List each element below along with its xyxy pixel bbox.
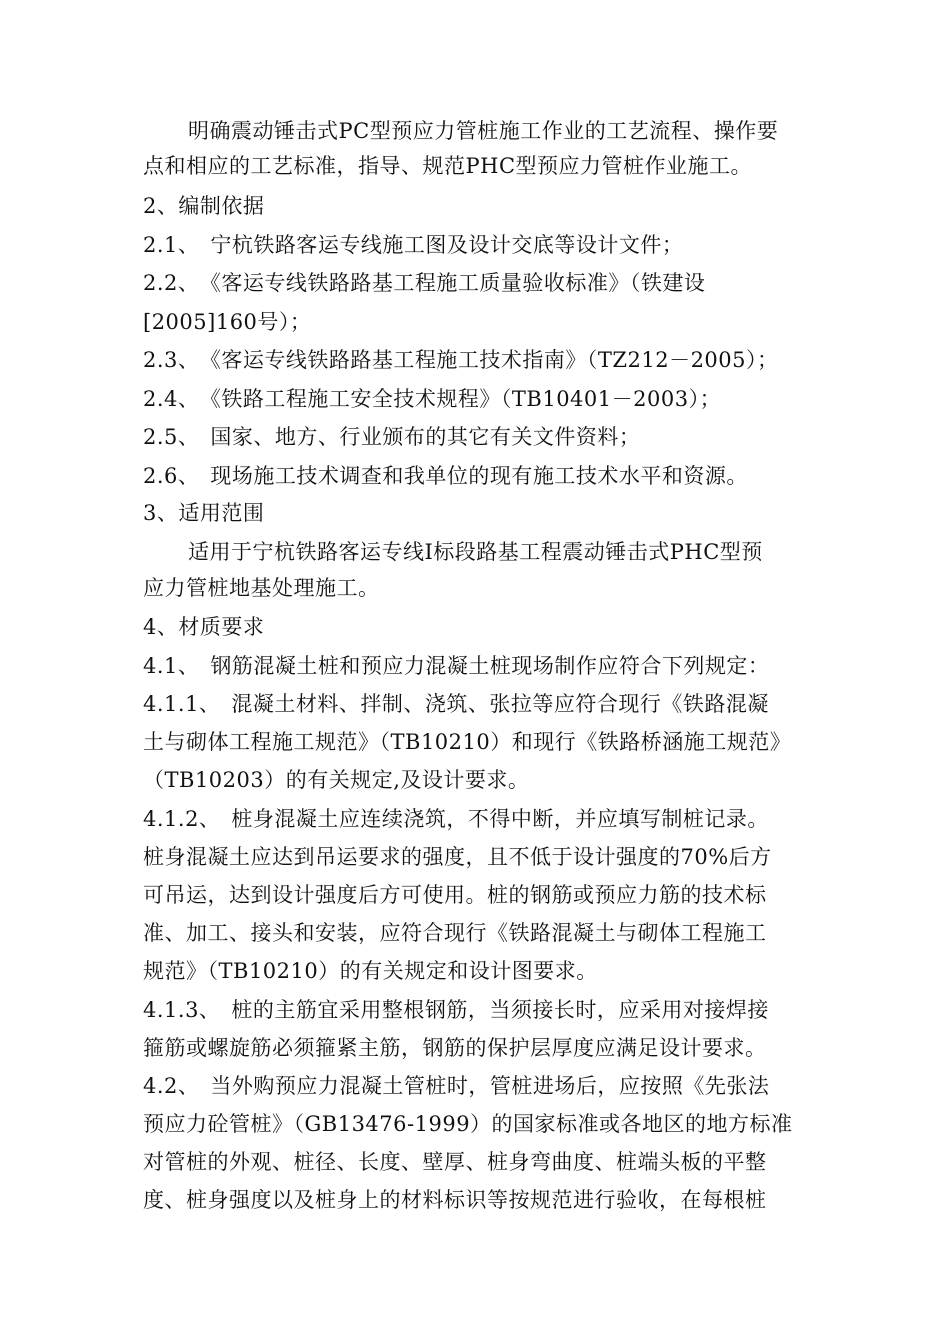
section-heading: 4、材质要求 [143,615,265,639]
list-item: 2.4、 《铁路工程施工安全技术规程》（TB10401－2003）； [143,387,722,411]
list-item-continuation: 预应力砼管桩》（GB13476-1999）的国家标准或各地区的地方标准 [143,1112,793,1136]
list-item: 2.1、 宁杭铁路客运专线施工图及设计交底等设计文件； [143,233,684,257]
list-item-continuation: 规范》（TB10210）的有关规定和设计图要求。 [143,959,598,983]
list-item-continuation: 可吊运，达到设计强度后方可使用。桩的钢筋或预应力筋的技术标 [143,883,767,907]
paragraph-line: 点和相应的工艺标准，指导、规范PHC型预应力管桩作业施工。 [143,154,753,178]
list-item-continuation: 箍筋或螺旋筋必须箍紧主筋，钢筋的保护层厚度应满足设计要求。 [143,1036,767,1060]
section-heading: 2、编制依据 [143,194,265,218]
section-heading: 3、适用范围 [143,501,265,525]
list-item-continuation: 度、桩身强度以及桩身上的材料标识等按规范进行验收，在每根桩 [143,1188,767,1212]
list-item: 2.6、 现场施工技术调查和我单位的现有施工技术水平和资源。 [143,464,748,488]
list-item: 2.5、 国家、地方、行业颁布的其它有关文件资料； [143,425,641,449]
list-item-continuation: [2005]160号）； [143,310,312,334]
list-item-continuation: 土与砌体工程施工规范》（TB10210）和现行《铁路桥涵施工规范》 [143,730,792,754]
list-item: 4.2、 当外购预应力混凝土管桩时，管桩进场后，应按照《先张法 [143,1074,770,1098]
list-item: 4.1.1、 混凝土材料、拌制、浇筑、张拉等应符合现行《铁路混凝 [143,692,769,716]
list-item: 4.1.3、 桩的主筋宜采用整根钢筋，当须接长时，应采用对接焊接 [143,998,769,1022]
list-item: 2.2、 《客运专线铁路路基工程施工质量验收标准》（铁建设 [143,271,706,295]
paragraph-line: 应力管桩地基处理施工。 [143,576,380,600]
list-item: 4.1、 钢筋混凝土桩和预应力混凝土桩现场制作应符合下列规定： [143,654,770,678]
list-item: 4.1.2、 桩身混凝土应连续浇筑，不得中断，并应填写制桩记录。 [143,807,769,831]
paragraph-line: 适用于宁杭铁路客运专线Ⅰ标段路基工程震动锤击式PHC型预 [188,540,763,564]
list-item-continuation: 对管桩的外观、桩径、长度、壁厚、桩身弯曲度、桩端头板的平整 [143,1150,767,1174]
list-item-continuation: 准、加工、接头和安装，应符合现行《铁路混凝土与砌体工程施工 [143,921,767,945]
list-item-continuation: （TB10203）的有关规定,及设计要求。 [143,768,530,792]
paragraph-line: 明确震动锤击式PC型预应力管桩施工作业的工艺流程、操作要 [188,119,779,143]
list-item-continuation: 桩身混凝土应达到吊运要求的强度，且不低于设计强度的70%后方 [143,845,772,869]
list-item: 2.3、 《客运专线铁路路基工程施工技术指南》（TZ212－2005）； [143,348,779,372]
